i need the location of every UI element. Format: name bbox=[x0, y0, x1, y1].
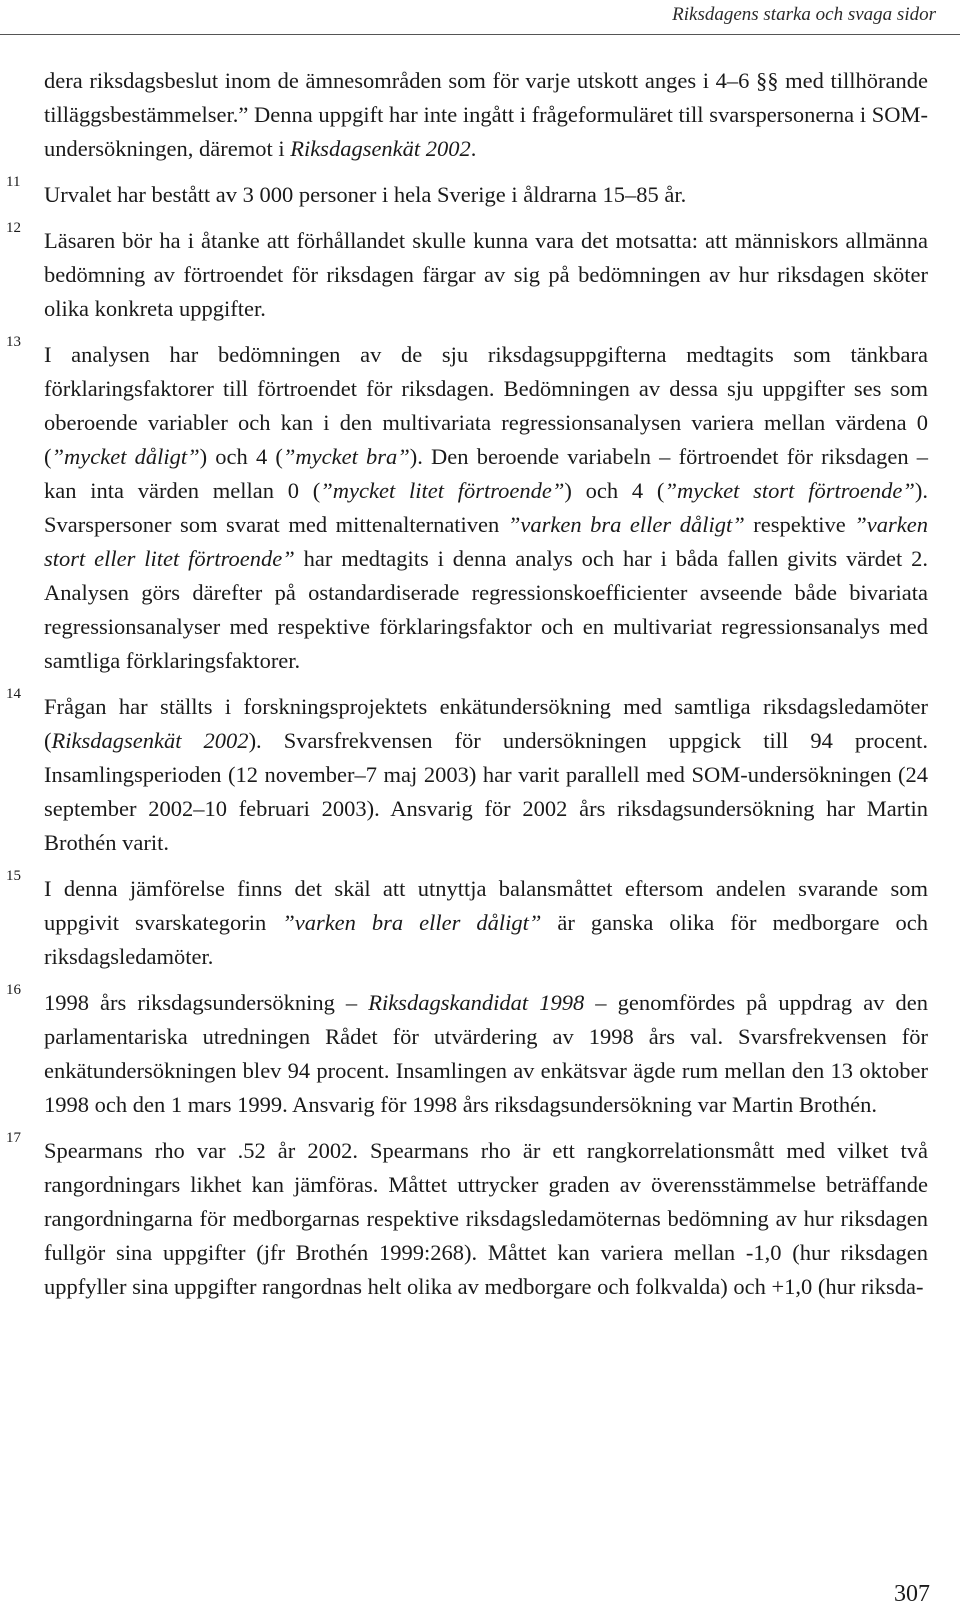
footnote bbox=[6, 220, 928, 326]
footnote bbox=[6, 334, 929, 678]
footnote-number: 11 bbox=[6, 174, 21, 190]
footnote-italic-text: ”varken stort eller litet förtroende” bbox=[44, 512, 929, 571]
footnote-italic-text: ”varken bra eller dåligt” bbox=[507, 512, 745, 537]
footnote-italic-text: ”mycket litet förtroende” bbox=[320, 478, 565, 503]
footnote-text: dera riksdagsbeslut inom de ämnesområden som för varje utskott anges i 4–6 §§ med tillhörande tilläggsbestämmelser.” Denna uppgift har inte ingått i frågeformuläret till svarspersonerna i SOM-undersökningen, däremot i bbox=[44, 68, 928, 161]
footnote-text: har medtagits i denna analys och har i båda fallen givits värdet 2. Analysen görs därefter på ostandardiserade regressionskoefficienter avseende både bivariata regressionsanalyser med respektive förklaringsfaktor och en multivariat regressionsanalys med samtliga förklaringsfaktorer. bbox=[44, 546, 928, 673]
footnote-italic-text: ”mycket stort förtroende” bbox=[664, 478, 915, 503]
footnote-text: Läsaren bör ha i åtanke att förhållandet skulle kunna vara det motsatta: att människors allmänna bedömning av förtroendet för riksdagen färgar av sig på bedömningen av hur riksdagen sköter olika konkreta uppgifter. bbox=[44, 228, 928, 321]
footnote-number: 14 bbox=[6, 686, 21, 702]
footnote-text: . bbox=[470, 136, 477, 161]
footnote-number: 16 bbox=[6, 982, 21, 998]
footnote-number: 12 bbox=[6, 220, 21, 236]
footnote bbox=[6, 868, 928, 974]
footnote-italic-text: Riksdagsenkät 2002 bbox=[290, 136, 471, 161]
footnote bbox=[6, 1130, 928, 1304]
running-head-title: Riksdagens starka och svaga sidor bbox=[672, 4, 936, 25]
header-rule bbox=[0, 34, 960, 35]
footnote bbox=[6, 982, 929, 1122]
footnote-text: ). Den beroende variabeln – förtroendet för riksdagen – kan inta värden mellan 0 ( bbox=[44, 444, 928, 503]
footnote-text: I denna jämförelse finns det skäl att utnyttja balansmåttet eftersom andelen svarande som uppgivit svarskategorin bbox=[44, 876, 928, 935]
footnote-text: Frågan har ställts i forskningsprojektets enkätundersökning med samtliga riksdagsledamöter ( bbox=[44, 694, 928, 753]
footnote-text: I analysen har bedömningen av de sju riksdagsuppgifterna medtagits som tänkbara förklaringsfaktorer till förtroendet för riksdagen. Bedömningen av dessa sju uppgifter ses som oberoende variabler och kan i den multivariata regressionsanalysen variera mellan värdena 0 ( bbox=[44, 342, 928, 469]
footnote bbox=[44, 64, 928, 166]
footnote-number: 15 bbox=[6, 868, 21, 884]
footnote-text: Urvalet har bestått av 3 000 personer i hela Sverige i åldrarna 15–85 år. bbox=[44, 182, 687, 207]
footnote-text: ) och 4 ( bbox=[564, 478, 665, 503]
footnote-text: är ganska olika för medborgare och riksdagsledamöter. bbox=[44, 910, 928, 969]
footnote-text: Spearmans rho var .52 år 2002. Spearmans rho är ett rangkorrelationsmått med vilket två rangordningars likhet kan jämföras. Måttet uttrycker graden av överensstämmelse beträffande rangordningarna för medborgarnas respektive riksdagsledamöternas bedömning av hur riksdagen fullgör sina uppgifter (jfr Brothén 1999:268). Måttet kan variera mellan -1,0 (hur riksdagen uppfyller sina uppgifter rangordnas helt olika av medborgare och folkvalda) och +1,0 (hur riksda- bbox=[44, 1138, 928, 1299]
footnote-italic-text: ”varken bra eller dåligt” bbox=[282, 910, 542, 935]
footnote-text: ) och 4 ( bbox=[199, 444, 283, 469]
footnote bbox=[6, 174, 928, 212]
page-number: 307 bbox=[894, 1581, 930, 1607]
footnote-italic-text: ”mycket bra” bbox=[282, 444, 410, 469]
footnote bbox=[6, 686, 928, 860]
footnote-text: respektive bbox=[744, 512, 855, 537]
footnote-text: ). Svarsfrekvensen för undersökningen uppgick till 94 procent. Insamlingsperioden (12 november–7 maj 2003) har varit parallell med SOM-undersökningen (24 september 2002–10 februari 2003). Ansvarig för 2002 års riksdagsundersökning har Martin Brothén varit. bbox=[44, 728, 928, 855]
footnote-italic-text: Riksdagskandidat 1998 bbox=[368, 990, 585, 1015]
footnote-text: 1998 års riksdagsundersökning – bbox=[44, 990, 369, 1015]
footnote-text: – genomfördes på uppdrag av den parlamentariska utredningen Rådet för utvärdering av 1998 års val. Svarsfrekvensen för enkätundersökningen blev 94 procent. Insamlingen av enkätsvar ägde rum mellan den 13 oktober 1998 och den 1 mars 1999. Ansvarig för 1998 års riksdagsundersökning var Martin Brothén. bbox=[44, 990, 929, 1117]
footnote-italic-text: Riksdagsenkät 2002 bbox=[51, 728, 249, 753]
footnotes-list bbox=[0, 64, 960, 1316]
footnote-italic-text: ”mycket dåligt” bbox=[51, 444, 200, 469]
footnote-number: 17 bbox=[6, 1130, 21, 1146]
footnote-text: ). Svarspersoner som svarat med mittenalternativen bbox=[44, 478, 928, 537]
footnote-number: 13 bbox=[6, 334, 21, 350]
